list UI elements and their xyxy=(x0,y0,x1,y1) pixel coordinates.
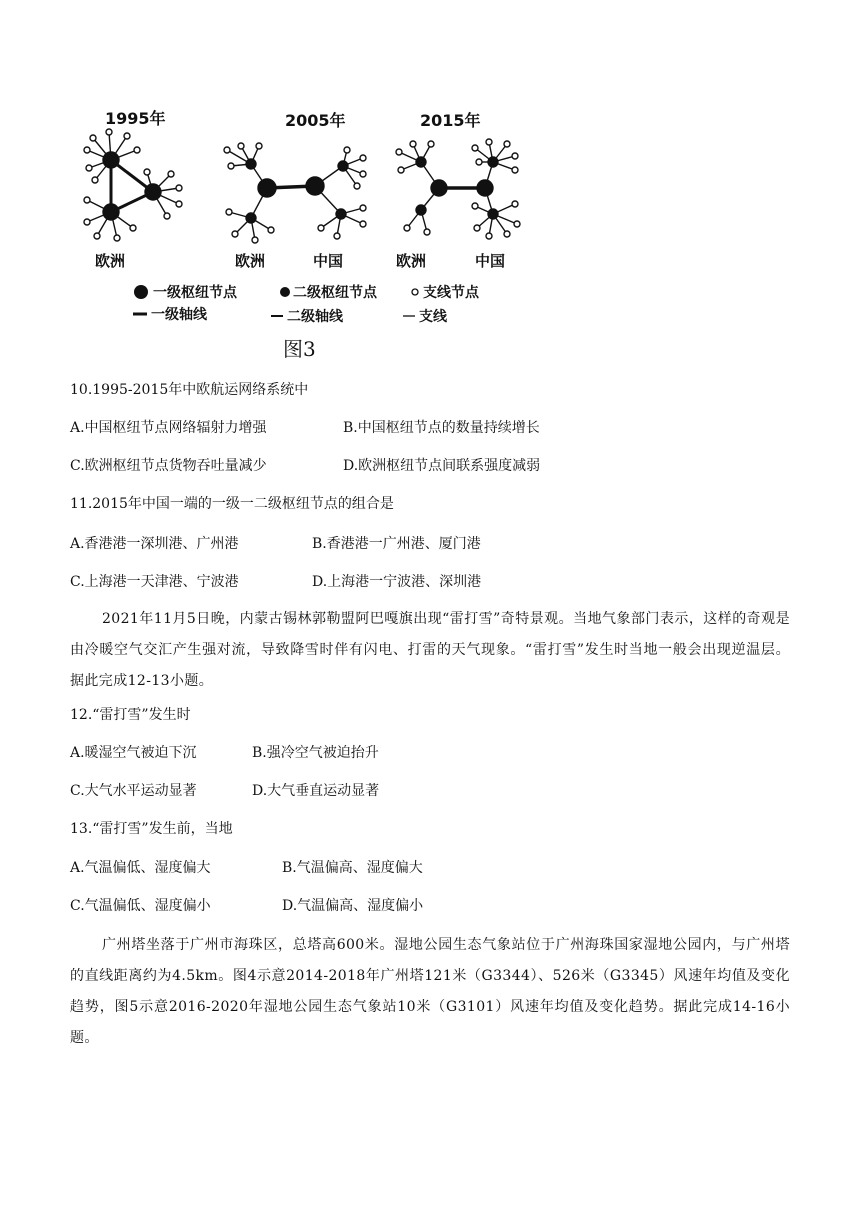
figure-caption: 图3 xyxy=(283,337,316,360)
shipping-network-figure xyxy=(75,100,535,360)
year-label-2005: 2005年 xyxy=(285,111,346,130)
q11-option-d: D.上海港一宁波港、深圳港 xyxy=(312,574,482,590)
q13-option-b: B.气温偏高、湿度偏大 xyxy=(282,860,423,876)
q13-option-d: D.气温偏高、湿度偏小 xyxy=(282,898,424,914)
passage-canton-tower: 广州塔坐落于广州市海珠区，总塔高600米。湿地公园生态气象站位于广州海珠国家湿地公园内，与广州塔的直线距离约为4.5km。图4示意2014-2018年广州塔121米（G3344）、526米（G3345）风速年均值及变化趋势，图5示意2016-2020年湿地公园生态气象站10米（G3101）风速年均值及变化趋势。据此完成14-16小题。 xyxy=(70,937,790,1046)
q12-option-a: A.暖湿空气被迫下沉 xyxy=(70,745,197,761)
year-label-2015: 2015年 xyxy=(420,111,481,130)
q10-option-c: C.欧洲枢纽节点货物吞吐量减少 xyxy=(70,458,267,474)
legend-secondary-node: 二级枢纽节点 xyxy=(293,285,377,301)
q11-option-b: B.香港港一广州港、厦门港 xyxy=(312,536,481,552)
q13-option-a: A.气温偏低、湿度偏大 xyxy=(70,860,211,876)
legend-primary-node: 一级枢纽节点 xyxy=(153,285,237,301)
network-2005 xyxy=(224,143,366,243)
q10-option-d: D.欧洲枢纽节点间联系强度减弱 xyxy=(343,458,541,474)
passage-thunder-snow: 2021年11月5日晚，内蒙古锡林郭勒盟阿巴嘎旗出现“雷打雪”奇特景观。当地气象部门表示，这样的奇观是由冷暖空气交汇产生强对流，导致降雪时伴有闪电、打雷的天气现象。“雷打雪”发生时当地一般会出现逆温层。据此完成12-13小题。 xyxy=(70,611,790,689)
q13-stem: 13.“雷打雪”发生前，当地 xyxy=(70,821,233,837)
legend-secondary-node-symbol xyxy=(280,287,290,297)
legend-primary-axis: 一级轴线 xyxy=(151,307,207,323)
legend-primary-node-symbol xyxy=(134,285,148,299)
legend-branch-line: 支线 xyxy=(419,309,447,325)
q12-option-c: C.大气水平运动显著 xyxy=(70,783,197,799)
region-label-china-2005: 中国 xyxy=(313,252,344,270)
network-2015 xyxy=(396,139,520,239)
q10-stem: 10.1995-2015年中欧航运网络系统中 xyxy=(70,382,309,398)
legend-secondary-axis: 二级轴线 xyxy=(287,309,343,325)
q13-option-c: C.气温偏低、湿度偏小 xyxy=(70,898,211,914)
q12-option-d: D.大气垂直运动显著 xyxy=(252,783,380,799)
q10-option-a: A.中国枢纽节点网络辐射力增强 xyxy=(70,420,267,436)
year-label-1995: 1995年 xyxy=(105,109,166,128)
network-1995 xyxy=(84,129,182,241)
q12-stem: 12.“雷打雪”发生时 xyxy=(70,707,191,723)
region-label-europe-1995: 欧洲 xyxy=(95,252,126,270)
q11-stem: 11.2015年中国一端的一级一二级枢纽节点的组合是 xyxy=(70,496,394,512)
region-label-china-2015: 中国 xyxy=(475,252,506,270)
q11-option-a: A.香港港一深圳港、广州港 xyxy=(70,536,239,552)
region-label-europe-2015: 欧洲 xyxy=(396,252,427,270)
q10-option-b: B.中国枢纽节点的数量持续增长 xyxy=(343,420,540,436)
legend-branch-node-symbol xyxy=(412,289,418,295)
q11-option-c: C.上海港一天津港、宁波港 xyxy=(70,574,239,590)
figure-legend xyxy=(133,284,480,325)
region-label-europe-2005: 欧洲 xyxy=(235,252,266,270)
q12-option-b: B.强冷空气被迫抬升 xyxy=(252,745,379,761)
legend-branch-node: 支线节点 xyxy=(423,285,479,301)
